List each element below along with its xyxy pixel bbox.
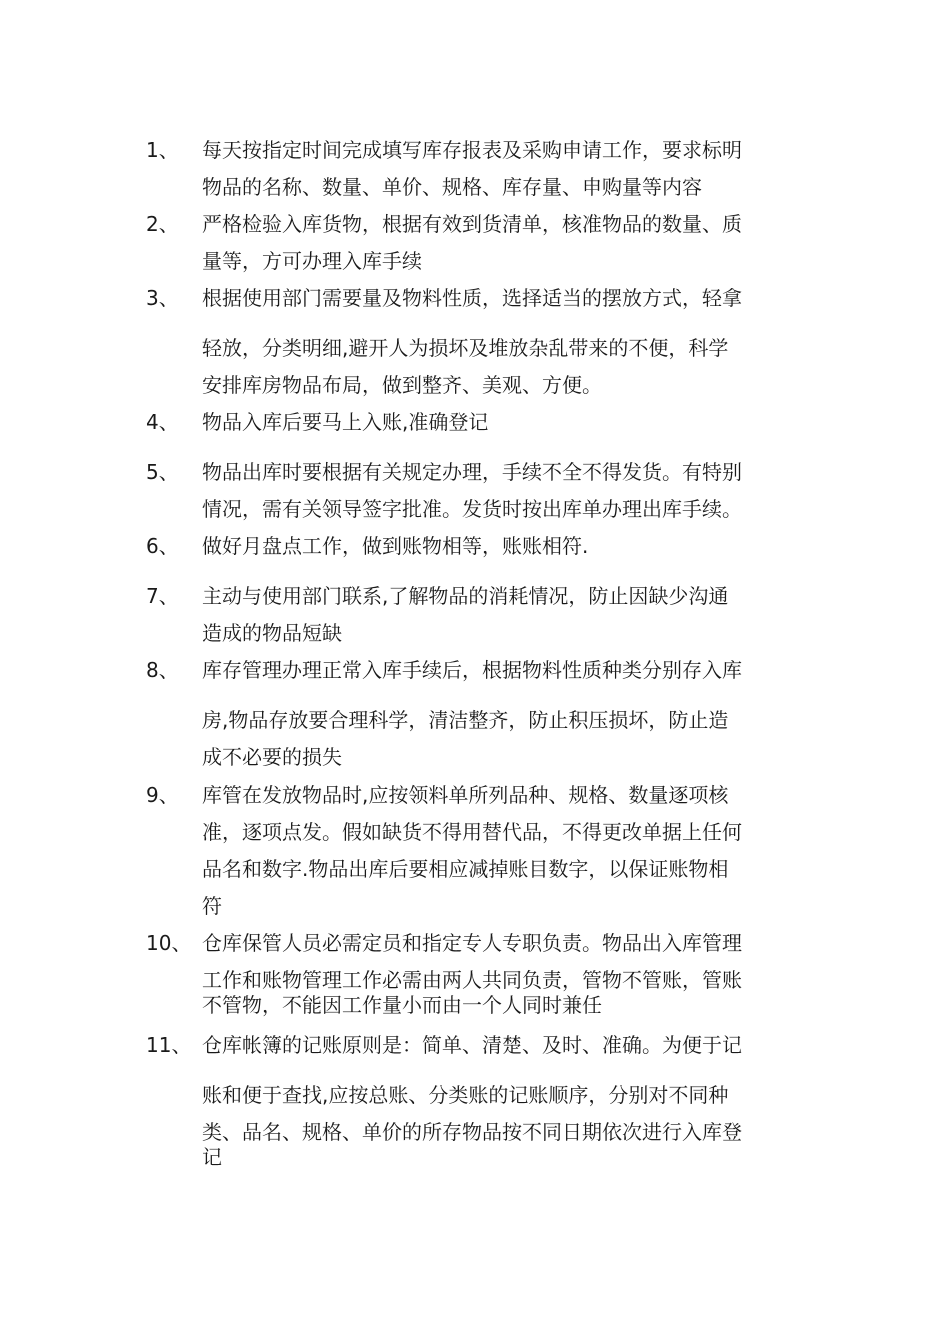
item-text-line: 物品出库时要根据有关规定办理，手续不全不得发货。有特别 bbox=[202, 460, 742, 484]
item-text-line: 账和便于查找,应按总账、分类账的记账顺序，分别对不同种 bbox=[202, 1083, 729, 1107]
item-text-line: 主动与使用部门联系,了解物品的消耗情况，防止因缺少沟通 bbox=[202, 584, 729, 608]
item-number: 5、 bbox=[146, 460, 179, 484]
item-text-line: 品名和数字.物品出库后要相应减掉账目数字，以保证账物相 bbox=[202, 857, 729, 881]
item-text-line: 物品的名称、数量、单价、规格、库存量、申购量等内容 bbox=[202, 175, 702, 199]
item-number: 2、 bbox=[146, 212, 179, 236]
item-text-line: 类、品名、规格、单价的所存物品按不同日期依次进行入库登 bbox=[202, 1120, 742, 1144]
item-text-line: 情况，需有关领导签字批准。发货时按出库单办理出库手续。 bbox=[202, 497, 742, 521]
item-text-line: 根据使用部门需要量及物料性质，选择适当的摆放方式，轻拿 bbox=[202, 286, 742, 310]
item-number: 9、 bbox=[146, 783, 179, 807]
item-text-line: 符 bbox=[202, 894, 222, 918]
item-text-line: 库管在发放物品时,应按领料单所列品种、规格、数量逐项核 bbox=[202, 783, 729, 807]
item-text-line: 每天按指定时间完成填写库存报表及采购申请工作，要求标明 bbox=[202, 138, 742, 162]
item-number: 4、 bbox=[146, 410, 179, 434]
item-text-line: 量等，方可办理入库手续 bbox=[202, 249, 422, 273]
item-number: 10、 bbox=[146, 931, 192, 955]
item-text-line: 成不必要的损失 bbox=[202, 745, 342, 769]
item-number: 1、 bbox=[146, 138, 179, 162]
item-text-line: 准，逐项点发。假如缺货不得用替代品，不得更改单据上任何 bbox=[202, 820, 742, 844]
item-text-line: 轻放，分类明细,避开人为损坏及堆放杂乱带来的不便，科学 bbox=[202, 336, 729, 360]
item-number: 3、 bbox=[146, 286, 179, 310]
item-number: 11、 bbox=[146, 1033, 192, 1057]
item-text-line: 记 bbox=[202, 1145, 222, 1169]
item-text-line: 仓库帐簿的记账原则是：简单、清楚、及时、准确。为便于记 bbox=[202, 1033, 742, 1057]
item-text-line: 库存管理办理正常入库手续后，根据物料性质种类分别存入库 bbox=[202, 658, 742, 682]
item-number: 7、 bbox=[146, 584, 179, 608]
item-text-line: 房,物品存放要合理科学，清洁整齐，防止积压损坏，防止造 bbox=[202, 708, 729, 732]
item-text-line: 不管物，不能因工作量小而由一个人同时兼任 bbox=[202, 993, 602, 1017]
item-text-line: 做好月盘点工作，做到账物相等，账账相符. bbox=[202, 534, 589, 558]
item-text-line: 安排库房物品布局，做到整齐、美观、方便。 bbox=[202, 373, 602, 397]
item-text-line: 造成的物品短缺 bbox=[202, 621, 342, 645]
item-text-line: 物品入库后要马上入账,准确登记 bbox=[202, 410, 489, 434]
item-text-line: 工作和账物管理工作必需由两人共同负责，管物不管账，管账 bbox=[202, 968, 742, 992]
item-number: 6、 bbox=[146, 534, 179, 558]
item-number: 8、 bbox=[146, 658, 179, 682]
item-text-line: 仓库保管人员必需定员和指定专人专职负责。物品出入库管理 bbox=[202, 931, 742, 955]
item-text-line: 严格检验入库货物，根据有效到货清单，核准物品的数量、质 bbox=[202, 212, 742, 236]
